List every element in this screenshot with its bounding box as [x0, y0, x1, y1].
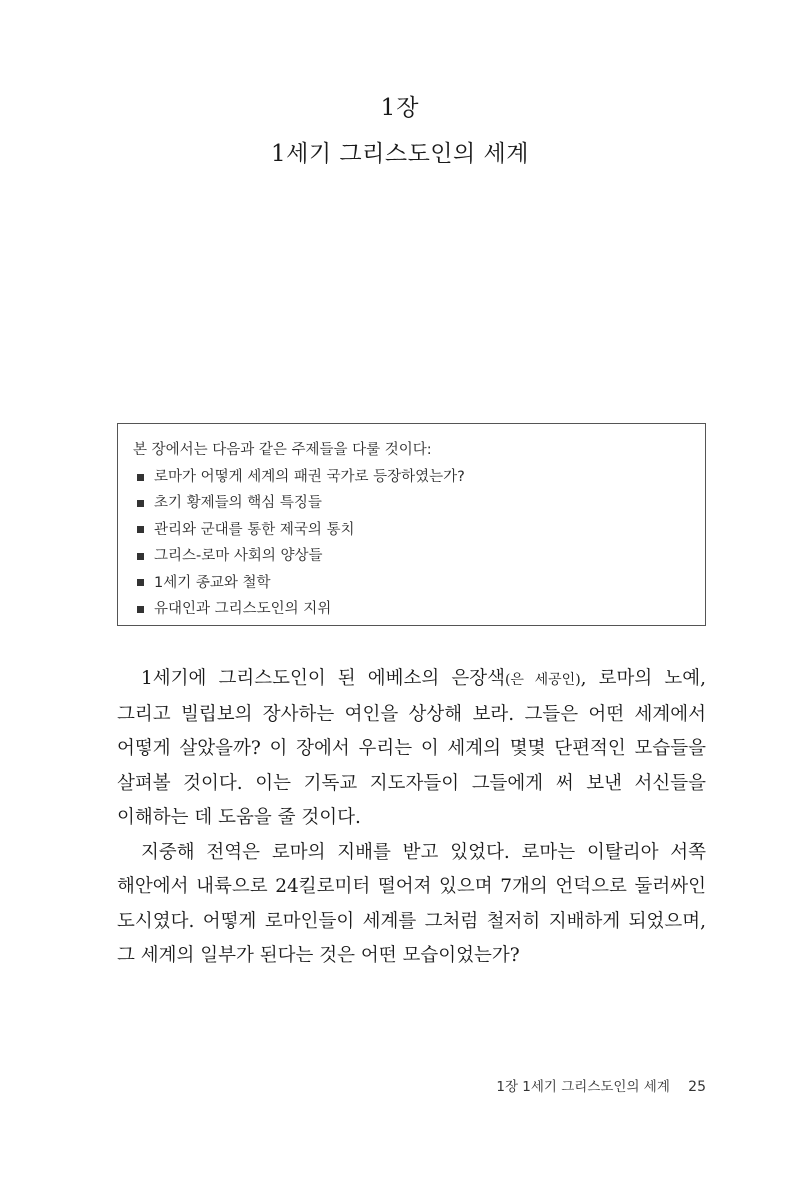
- chapter-topics-box: [117, 423, 706, 626]
- square-bullet-icon: [137, 579, 144, 586]
- square-bullet-icon: [137, 500, 144, 507]
- topics-list: [133, 464, 705, 622]
- topics-intro: 본 장에서는 다음과 같은 주제들을 다룰 것이다:: [133, 442, 432, 458]
- body-paragraph: [117, 836, 706, 974]
- square-bullet-icon: [137, 474, 144, 481]
- square-bullet-icon: [137, 553, 144, 560]
- paragraph-text: , 로마의 노예, 그리고 빌립보의 장사하는 여인을 상상해 보라. 그들은 어떤 세계에서 어떻게 살았을까? 이 장에서 우리는 이 세계의 몇몇 단편적인 모습들을 살펴볼 것이다. 이는 기독교 지도자들이 그들에게 써 보낸 서신들을 이해하는 데 도움을 줄 것이다.: [117, 668, 706, 828]
- running-footer: [496, 1075, 706, 1095]
- topic-item: [133, 543, 705, 569]
- inline-note: (은 세공인): [504, 672, 581, 688]
- topic-item-label: 관리와 군대를 통한 제국의 통치: [154, 521, 355, 538]
- chapter-number: 1장: [380, 95, 420, 121]
- running-title: 1장 1세기 그리스도인의 세계: [496, 1079, 670, 1095]
- chapter-title: 1세기 그리스도인의 세계: [271, 141, 529, 167]
- square-bullet-icon: [137, 526, 144, 533]
- body-paragraph: [117, 662, 706, 836]
- topic-item-label: 유대인과 그리스도인의 지위: [154, 600, 332, 617]
- square-bullet-icon: [137, 606, 144, 613]
- topic-item-label: 그리스-로마 사회의 양상들: [154, 548, 323, 565]
- paragraph-text: 1세기에 그리스도인이 된 에베소의 은장색: [141, 668, 505, 689]
- topic-item: [133, 517, 705, 543]
- topic-item-label: 로마가 어떻게 세계의 패권 국가로 등장하였는가?: [154, 469, 465, 485]
- topic-item: [133, 596, 705, 622]
- topic-item: [133, 490, 705, 516]
- body-text: [117, 662, 706, 974]
- topic-item: [133, 464, 705, 490]
- chapter-heading: [0, 92, 800, 170]
- topic-item-label: 1세기 종교와 철학: [154, 574, 271, 591]
- topic-item-label: 초기 황제들의 핵심 특징들: [154, 495, 322, 512]
- paragraph-text: 지중해 전역은 로마의 지배를 받고 있었다. 로마는 이탈리아 서쪽 해안에서 내륙으로 24킬로미터 떨어져 있으며 7개의 언덕으로 둘러싸인 도시였다. 어떻게 로마인들이 세계를 그처럼 철저히 지배하게 되었으며, 그 세계의 일부가 된다는 것은 어떤 모습이었는가?: [117, 841, 706, 966]
- topic-item: [133, 570, 705, 596]
- page-number: 25: [688, 1079, 706, 1095]
